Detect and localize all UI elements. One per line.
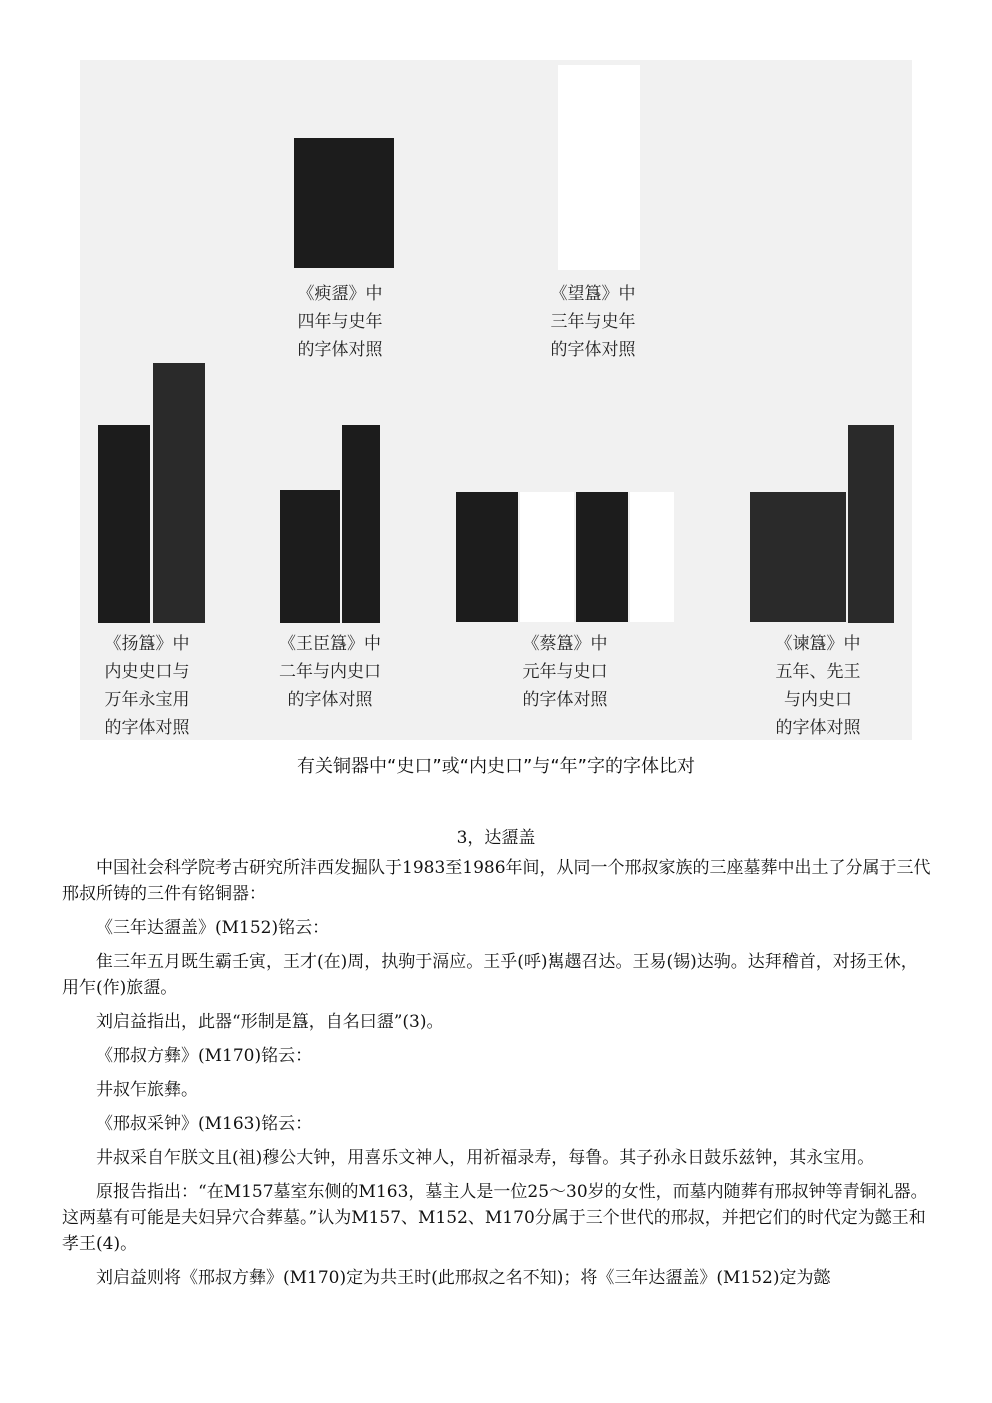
paragraph: 原报告指出：“在M157墓室东侧的M163，墓主人是一位25～30岁的女性，而墓内随葬有邢叔钟等青铜礼器。这两墓有可能是夫妇异穴合葬墓。”认为M157、M152、M170分属于三个世代的邢叔，并把它们的时代定为懿王和孝王(4)。 — [62, 1182, 928, 1254]
rubbing-image — [98, 425, 150, 623]
paragraph: 中国社会科学院考古研究所沣西发掘队于1983至1986年间，从同一个邢叔家族的三座墓葬中出土了分属于三代邢叔所铸的三件有铭铜器： — [62, 858, 931, 904]
paragraph: 刘启益则将《邢叔方彝》(M170)定为共王时(此邢叔之名不知)；将《三年达盨盖》(M152)定为懿 — [96, 1268, 831, 1288]
glyph-comparison-figure — [80, 60, 912, 740]
paragraph: 井叔乍旅彝。 — [96, 1080, 198, 1100]
paragraph: 《邢叔采钟》(M163)铭云： — [96, 1114, 313, 1134]
rubbing-image — [576, 492, 628, 622]
rubbing-image — [630, 492, 674, 622]
figure-caption: 《王臣簋》中 二年与内史口 的字体对照 — [279, 634, 381, 710]
rubbing-image — [456, 492, 518, 622]
rubbing-image — [294, 138, 394, 268]
body-text — [62, 855, 934, 1299]
figure-caption: 《蔡簋》中 元年与史口 的字体对照 — [522, 634, 608, 710]
rubbing-image — [750, 492, 846, 622]
figure-title: 有关铜器中“史口”或“内史口”与“年”字的字体比对 — [297, 756, 695, 777]
section-title: 3，达盨盖 — [456, 828, 536, 848]
paragraph: 隹三年五月既生霸壬寅，王才(在)周，执驹于滆应。王乎(呼)嶲趩召达。王易(锡)达驹。达拜稽首，对扬王休，用乍(作)旅盨。 — [62, 952, 918, 998]
figure-caption: 《瘐盨》中 四年与史年 的字体对照 — [297, 284, 383, 360]
rubbing-image — [280, 490, 340, 623]
paragraph: 刘启益指出，此器“形制是簋，自名曰盨”(3)。 — [96, 1012, 444, 1032]
rubbing-image — [848, 425, 894, 623]
paragraph: 井叔采自乍朕文且(祖)穆公大钟，用喜乐文神人，用祈福录寿，每鲁。其子孙永日鼓乐兹钟，其永宝用。 — [96, 1148, 875, 1168]
paragraph: 《三年达盨盖》(M152)铭云： — [96, 918, 330, 938]
rubbing-image — [558, 65, 640, 270]
paragraph: 《邢叔方彝》(M170)铭云： — [96, 1046, 313, 1066]
rubbing-image — [520, 492, 574, 622]
figure-caption: 《谏簋》中 五年、先王 与内史口 的字体对照 — [775, 634, 861, 738]
rubbing-image — [342, 425, 380, 623]
rubbing-image — [153, 363, 205, 623]
figure-caption: 《望簋》中 三年与史年 的字体对照 — [550, 284, 636, 360]
figure-caption: 《扬簋》中 内史史口与 万年永宝用 的字体对照 — [104, 634, 190, 738]
